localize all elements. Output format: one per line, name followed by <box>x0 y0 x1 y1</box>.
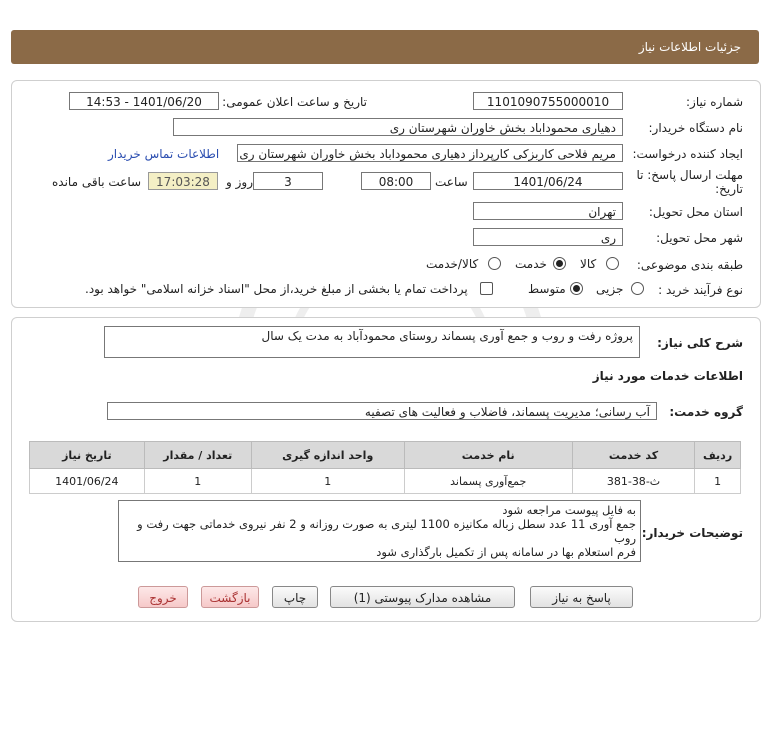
notes-line: جمع آوری 11 عدد سطل زباله مکانیزه 1100 لیتری به صورت روزانه و 2 نفر نیروی خدماتی جهت رفت و روب <box>137 517 636 545</box>
deadline-date-field: 1401/06/24 <box>473 172 623 190</box>
process-medium-label: متوسط <box>528 282 566 296</box>
print-button[interactable]: چاپ <box>272 586 318 608</box>
deadline-label: مهلت ارسال پاسخ: تا <box>636 168 743 182</box>
col-service-name: نام خدمت <box>404 442 572 469</box>
time-label: ساعت <box>435 175 468 189</box>
notes-line: به فایل پیوست مراجعه شود <box>502 503 636 517</box>
notes-line: فرم استعلام بها در سامانه پس از تکمیل بارگذاری شود <box>376 545 636 559</box>
notes-label: توضیحات خریدار: <box>641 526 743 540</box>
process-minor-radio[interactable] <box>631 282 644 295</box>
table-header-row <box>30 442 741 469</box>
city-field: ری <box>473 228 623 246</box>
back-button[interactable]: بازگشت <box>201 586 259 608</box>
category-goods-service-label: کالا/خدمت <box>426 257 479 271</box>
need-number-field: 1101090755000010 <box>473 92 623 110</box>
days-label: روز و <box>226 175 253 189</box>
cell-service-name: جمع‌آوری پسماند <box>404 469 572 494</box>
col-unit: واحد اندازه گیری <box>251 442 404 469</box>
remaining-time-field: 17:03:28 <box>148 172 218 190</box>
requester-field: مریم فلاحی کاربزکی کارپرداز دهیاری محموداباد بخش خاوران شهرستان ری <box>237 144 623 162</box>
process-minor-label: جزیی <box>596 282 624 296</box>
table-row <box>30 469 741 494</box>
need-info-panel <box>11 80 761 308</box>
province-field: تهران <box>473 202 623 220</box>
reply-button[interactable]: پاسخ به نیاز <box>530 586 633 608</box>
cell-quantity: 1 <box>144 469 251 494</box>
buyer-label: نام دستگاه خریدار: <box>648 121 743 135</box>
payment-note: پرداخت تمام یا بخشی از مبلغ خرید،از محل "اسناد خزانه اسلامی" خواهد بود. <box>85 282 468 296</box>
process-medium-radio[interactable] <box>570 282 583 295</box>
contact-buyer-link[interactable]: اطلاعات تماس خریدار <box>108 147 220 161</box>
treasury-checkbox[interactable] <box>480 282 493 295</box>
days-field: 3 <box>253 172 323 190</box>
services-table <box>29 441 741 494</box>
col-need-date: تاریخ نیاز <box>30 442 145 469</box>
view-attachments-button[interactable]: مشاهده مدارک پیوستی (1) <box>330 586 515 608</box>
deadline-label-2: تاریخ: <box>715 182 743 196</box>
exit-button[interactable]: خروج <box>138 586 188 608</box>
cell-row: 1 <box>695 469 741 494</box>
announce-label: تاریخ و ساعت اعلان عمومی: <box>222 95 367 109</box>
buyer-notes-box[interactable] <box>118 500 641 562</box>
category-goods-radio[interactable] <box>606 257 619 270</box>
province-label: استان محل تحویل: <box>648 205 743 219</box>
announce-field: 1401/06/20 - 14:53 <box>69 92 219 110</box>
summary-label: شرح کلی نیاز: <box>657 336 743 350</box>
category-label: طبقه بندی موضوعی: <box>636 258 743 272</box>
page-header <box>11 30 759 64</box>
cell-need-date: 1401/06/24 <box>30 469 145 494</box>
category-service-radio[interactable] <box>553 257 566 270</box>
city-label: شهر محل تحویل: <box>656 231 743 245</box>
service-group-field: آب رسانی؛ مدیریت پسماند، فاضلاب و فعالیت های تصفیه <box>107 402 657 420</box>
col-quantity: تعداد / مقدار <box>144 442 251 469</box>
services-section-title: اطلاعات خدمات مورد نیاز <box>592 369 743 383</box>
cell-unit: 1 <box>251 469 404 494</box>
deadline-time-field: 08:00 <box>361 172 431 190</box>
cell-service-code: ث-38-381 <box>572 469 694 494</box>
process-label: نوع فرآیند خرید : <box>658 283 743 297</box>
buyer-field: دهیاری محموداباد بخش خاوران شهرستان ری <box>173 118 623 136</box>
need-number-label: شماره نیاز: <box>686 95 743 109</box>
service-group-label: گروه خدمت: <box>669 405 743 419</box>
requester-label: ایجاد کننده درخواست: <box>632 147 743 161</box>
category-goods-label: کالا <box>580 257 597 271</box>
page-title: جزئیات اطلاعات نیاز <box>638 40 741 54</box>
remaining-label: ساعت باقی مانده <box>52 175 142 189</box>
category-goods-service-radio[interactable] <box>488 257 501 270</box>
category-service-label: خدمت <box>515 257 547 271</box>
col-row: ردیف <box>695 442 741 469</box>
summary-field: پروژه رفت و روب و جمع آوری پسماند روستای محمودآباد به مدت یک سال <box>104 326 640 358</box>
col-service-code: کد خدمت <box>572 442 694 469</box>
